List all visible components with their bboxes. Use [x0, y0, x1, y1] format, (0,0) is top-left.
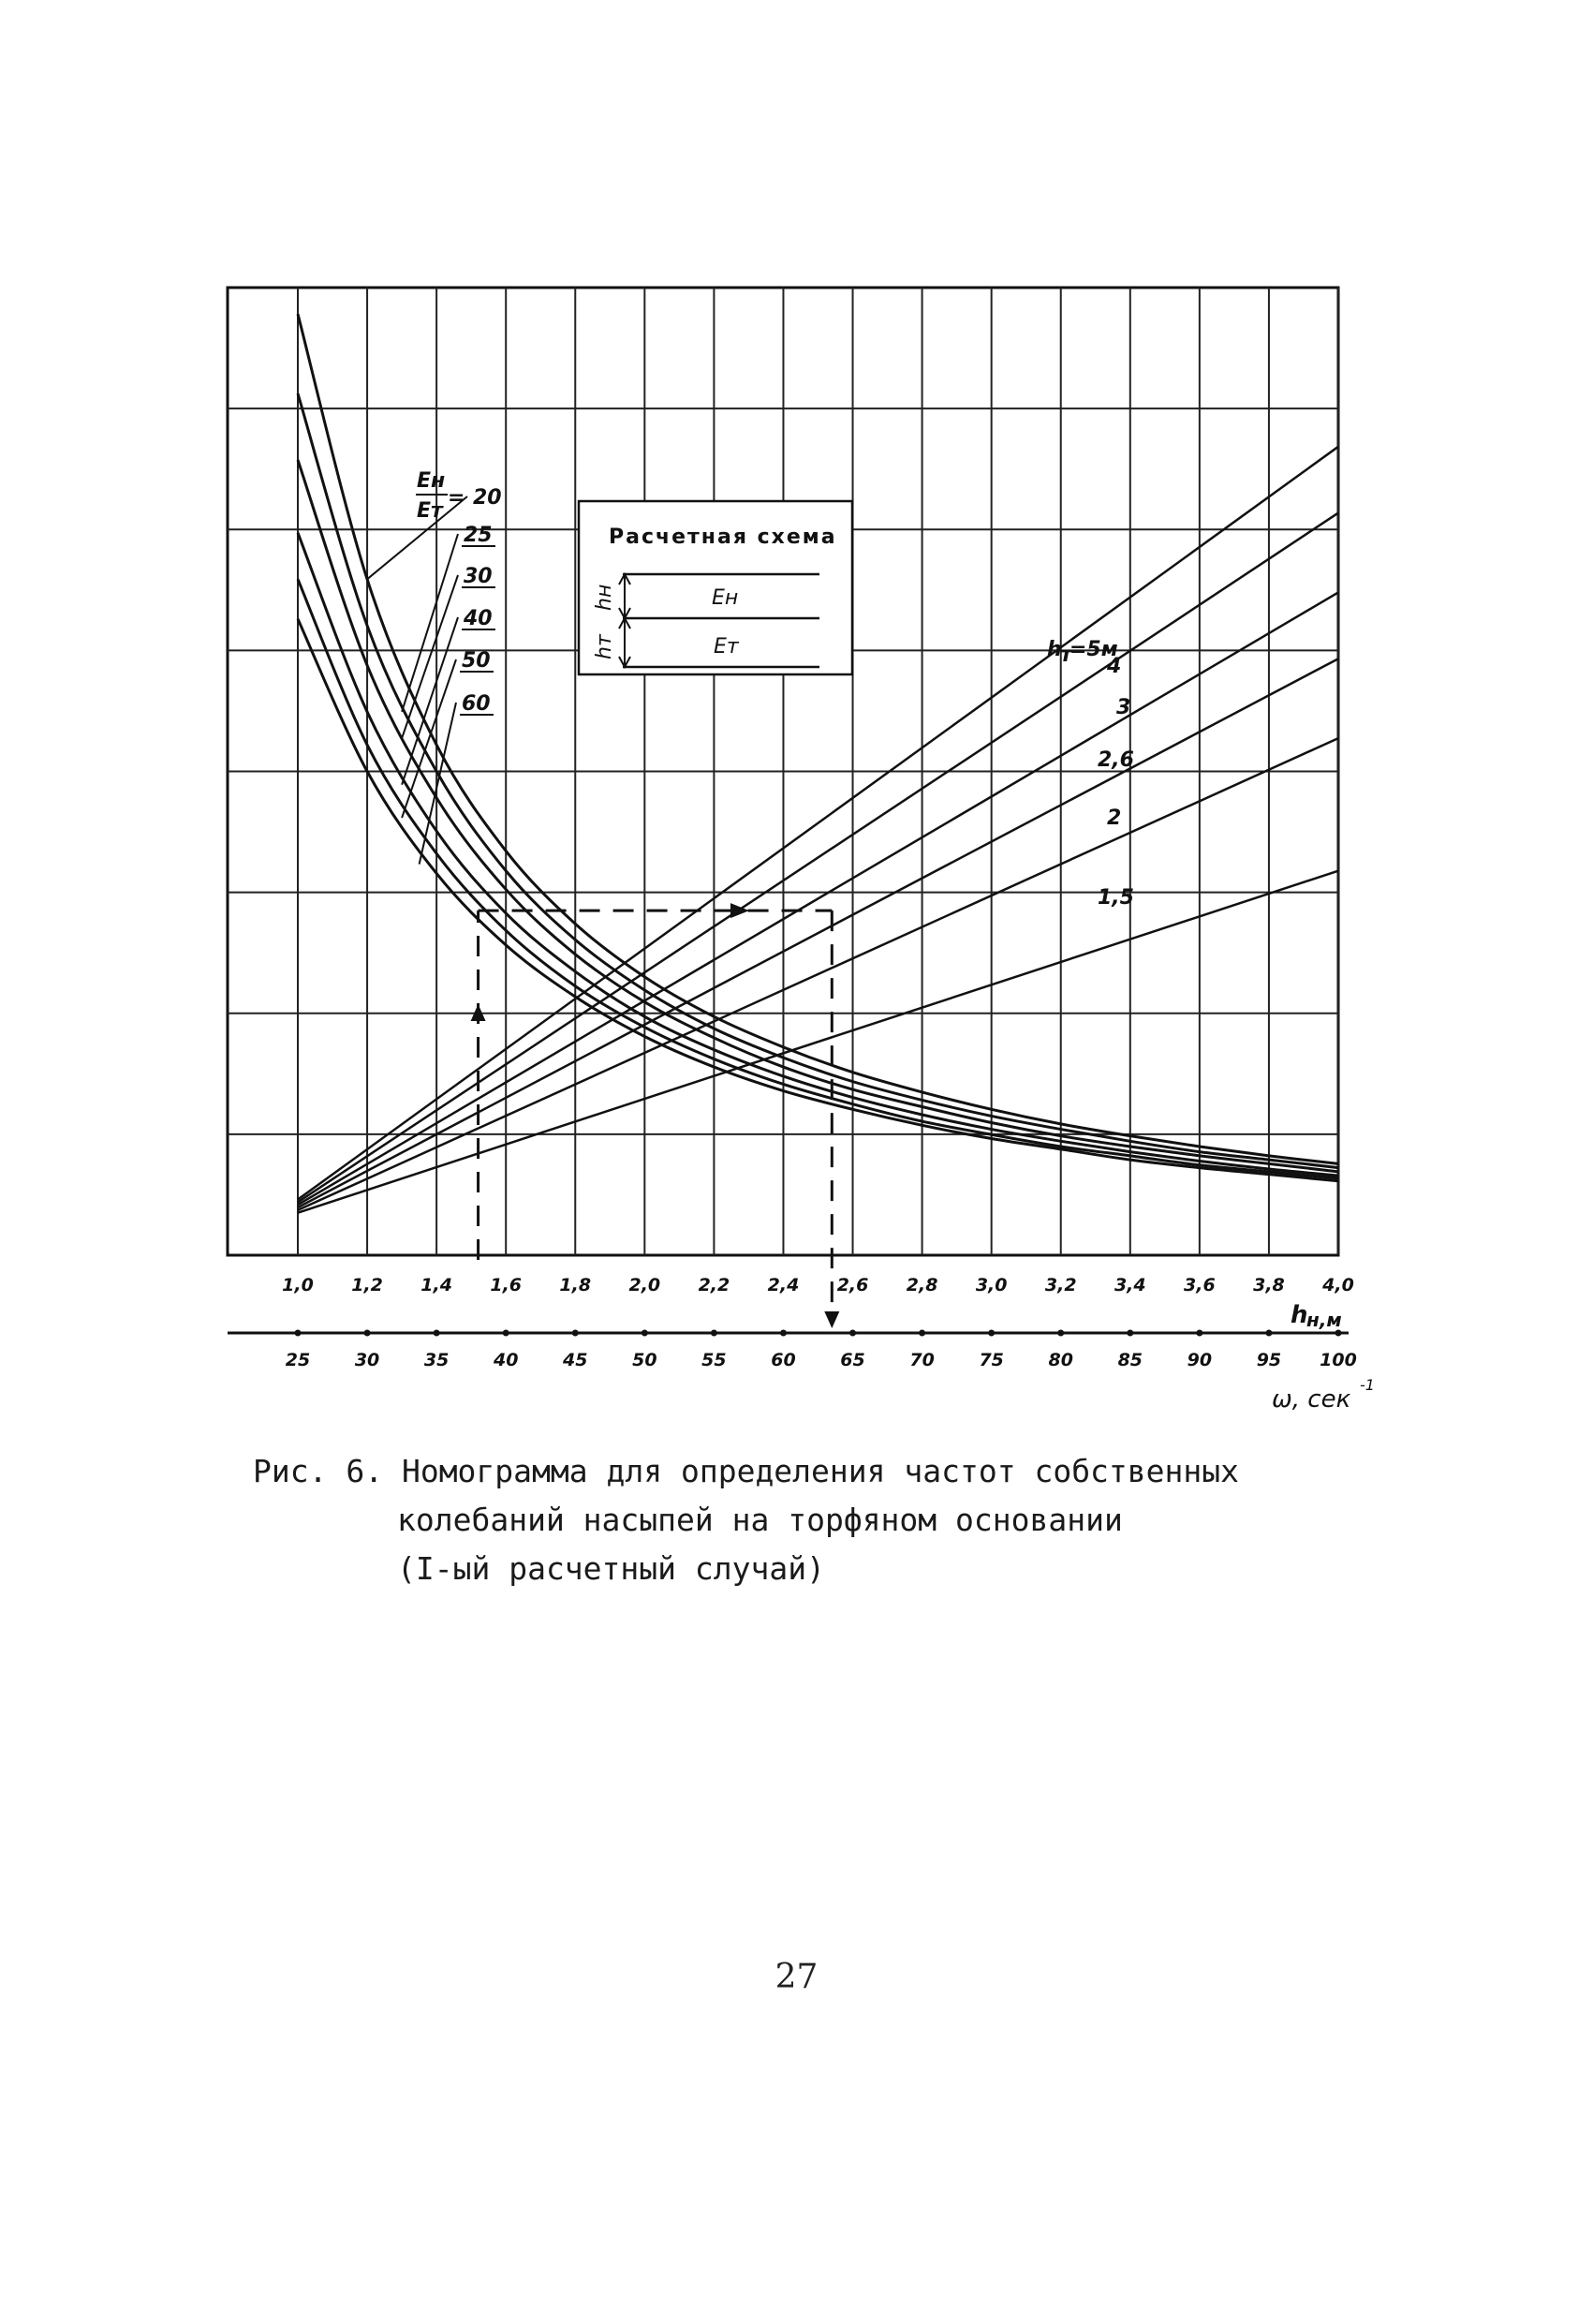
x-axis-bottom-tick-label: 35 [423, 1350, 450, 1370]
x-axis-top-tick-label: 2,2 [698, 1275, 730, 1295]
ratio-equals: = [448, 486, 465, 510]
x-axis-bottom-tick [295, 1330, 302, 1337]
ratio-curve-label-60: 60 [462, 692, 491, 716]
peat-line-label: 2,6 [1098, 748, 1134, 772]
x-axis-bottom-tick-label: 55 [701, 1350, 727, 1370]
peat-label-sub: т [1060, 644, 1072, 667]
x-axis-top-tick-label: 1,0 [282, 1275, 314, 1295]
x-axis-bottom-tick-label: 40 [493, 1350, 519, 1370]
peat-line-label: 3 [1116, 696, 1131, 719]
x-axis-bottom-tick-label: 65 [840, 1350, 865, 1370]
x-axis-bottom-tick-label: 75 [979, 1350, 1004, 1370]
caption-line-3: (I-ый расчетный случай) [397, 1550, 825, 1587]
x-axis-bottom-tick [711, 1330, 717, 1337]
peat-line-2 [298, 738, 1338, 1210]
caption-line-2: колебаний насыпей на торфяном основании [397, 1502, 1123, 1538]
x-axis-bottom-tick [780, 1330, 787, 1337]
ratio-label-bottom: Eт [417, 499, 443, 523]
x-axis-bottom-title: ω, сек [1272, 1385, 1351, 1414]
ratio-label-leader [420, 703, 456, 865]
ratio-label [416, 469, 465, 523]
x-axis-top-title-sub: н,м [1306, 1309, 1342, 1331]
caption-figure-number: Рис. 6. [253, 1453, 384, 1489]
x-axis-bottom-tick [1265, 1330, 1272, 1337]
example-arrow-down [824, 1311, 839, 1328]
axes [228, 1275, 1357, 1370]
x-axis-top-tick-label: 3,2 [1044, 1275, 1077, 1295]
x-axis-top-tick-label: 3,0 [975, 1275, 1008, 1295]
x-axis-bottom-tick-label: 85 [1117, 1350, 1143, 1370]
ratio-curves [298, 314, 1338, 1180]
x-axis-bottom-tick [849, 1330, 856, 1337]
peat-line-label: 1,5 [1098, 886, 1134, 910]
x-axis-bottom-tick-label: 45 [563, 1350, 588, 1370]
x-axis-bottom-tick [642, 1330, 648, 1337]
x-axis-bottom-tick-label: 70 [909, 1350, 935, 1370]
ratio-label-leader [402, 534, 458, 712]
caption-line-1: Номограмма для определения частот собственных [401, 1453, 1239, 1489]
x-axis-bottom-tick-label: 25 [285, 1350, 311, 1370]
x-axis-top-tick-label: 2,8 [906, 1275, 938, 1295]
x-axis-top-tick-label: 3,8 [1253, 1275, 1285, 1295]
peat-label-prefix: h [1047, 638, 1062, 661]
x-axis-top-tick-label: 2,0 [628, 1275, 661, 1295]
scheme-e-bottom: Eт [714, 635, 739, 659]
x-axis-bottom-tick-label: 95 [1256, 1350, 1282, 1370]
x-axis-bottom-tick [919, 1330, 925, 1337]
x-axis-top-tick-label: 1,2 [351, 1275, 383, 1295]
ratio-curve-label-20: 20 [473, 486, 502, 510]
ratio-curve-label-40: 40 [464, 607, 493, 630]
scheme-h-bottom: hт [593, 634, 616, 659]
page-number: 27 [774, 1958, 819, 1996]
x-axis-bottom-tick [503, 1330, 509, 1337]
x-axis-top-tick-label: 3,4 [1114, 1275, 1146, 1295]
scheme-title: Pасчетная схема [609, 525, 837, 549]
x-axis-bottom-tick-label: 60 [771, 1350, 796, 1370]
ratio-curve-20 [298, 314, 1338, 1163]
x-axis-bottom-tick [1196, 1330, 1202, 1337]
peat-line-1,5 [298, 871, 1338, 1213]
x-axis-bottom-tick-label: 50 [632, 1350, 657, 1370]
x-axis-bottom-tick [1127, 1330, 1133, 1337]
x-axis-bottom-title-sup: -1 [1360, 1376, 1375, 1394]
x-axis-bottom-tick-label: 90 [1187, 1350, 1213, 1370]
x-axis-top-tick-label: 1,6 [490, 1275, 523, 1295]
x-axis-top-tick-label: 1,4 [420, 1275, 452, 1295]
x-axis-top-tick-label: 2,6 [836, 1275, 869, 1295]
x-axis-bottom-tick [988, 1330, 995, 1337]
figure-caption [253, 1447, 1330, 1593]
x-axis-bottom-tick [434, 1330, 440, 1337]
x-axis-bottom-tick-label: 30 [354, 1350, 380, 1370]
grid [228, 288, 1338, 1255]
x-axis-bottom-tick [1057, 1330, 1064, 1337]
peat-line-label: =5м [1069, 638, 1118, 661]
x-axis-bottom-tick-label: 80 [1048, 1350, 1073, 1370]
x-axis-top-tick-label: 1,8 [559, 1275, 592, 1295]
x-axis-bottom-tick [572, 1330, 579, 1337]
ratio-label-top: Eн [417, 469, 446, 493]
scheme-e-top: Eн [712, 586, 739, 610]
scheme-h-top: hн [593, 584, 616, 611]
x-axis-top-tick-label: 4,0 [1322, 1275, 1354, 1295]
x-axis-bottom-tick-label: 100 [1320, 1350, 1357, 1370]
peat-line-label: 4 [1107, 655, 1122, 678]
x-axis-top-tick-label: 3,6 [1184, 1275, 1216, 1295]
ratio-curve-label-50: 50 [462, 649, 491, 673]
x-axis-top-tick-label: 2,4 [767, 1275, 800, 1295]
x-axis-bottom-tick [364, 1330, 371, 1337]
ratio-curve-label-25: 25 [464, 524, 493, 547]
ratio-curve-label-30: 30 [464, 565, 493, 588]
x-axis-top-title-main: h [1291, 1301, 1308, 1329]
peat-line-2,6 [298, 659, 1338, 1207]
design-scheme [579, 501, 852, 674]
peat-line-3 [298, 592, 1338, 1205]
ratio-label-leader [402, 575, 458, 738]
peat-line-label: 2 [1107, 807, 1122, 830]
